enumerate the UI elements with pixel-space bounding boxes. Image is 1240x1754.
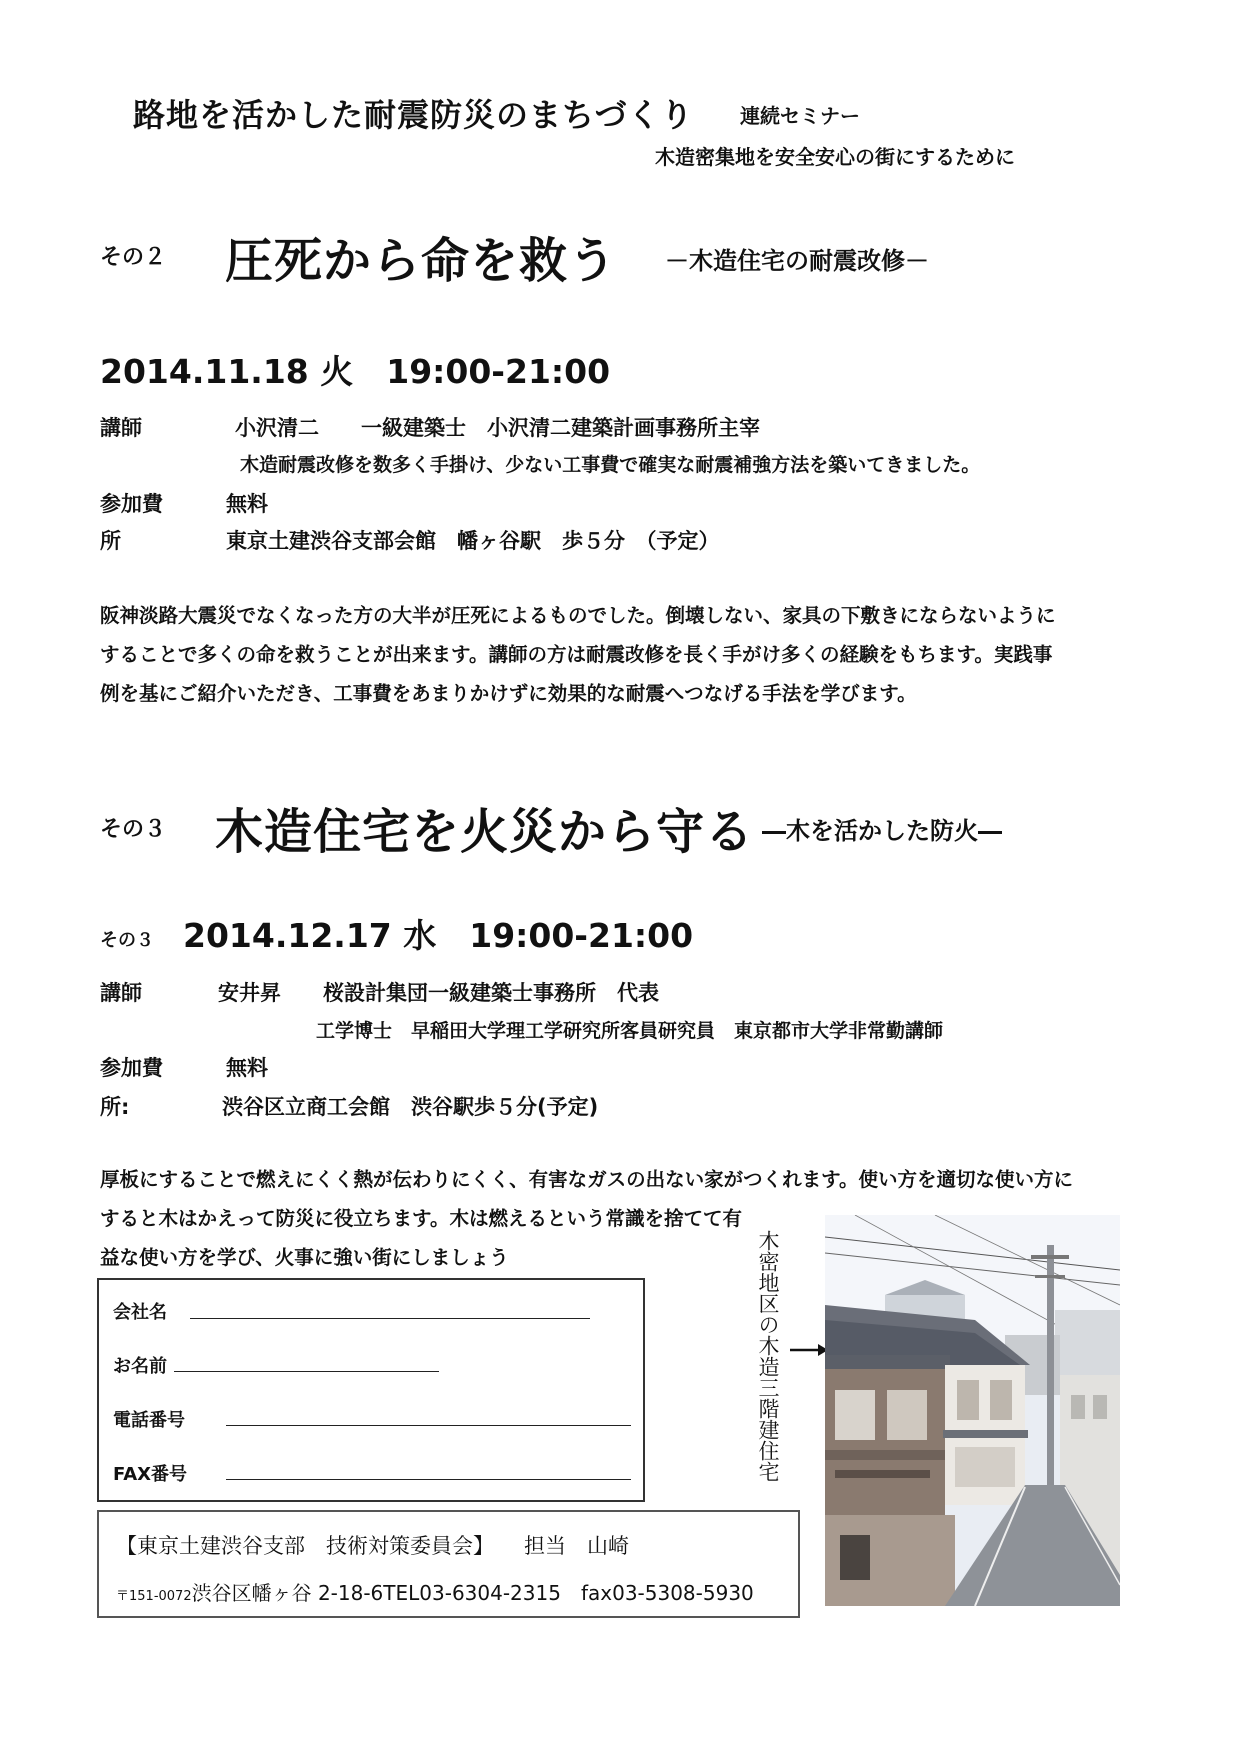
seminar2-title: 圧死から命を救う — [225, 233, 618, 289]
seminar2-lecturer-label: 講師 — [100, 416, 142, 440]
seminar3-number: その３ — [100, 817, 167, 842]
seminar3-subtitle: ―木を活かした防火― — [762, 817, 1002, 845]
contact-person: 担当 山崎 — [524, 1534, 629, 1558]
seminar3-venue: 渋谷区立商工会館 渋谷駅歩５分(予定) — [222, 1095, 599, 1119]
name-field[interactable] — [174, 1371, 439, 1372]
seminar2-lecturer-note: 木造耐震改修を数多く手掛け、少ない工事費で確実な耐震補強方法を築いてきました。 — [240, 454, 981, 476]
seminar2-lecturer: 小沢清二 一級建築士 小沢清二建築計画事務所主宰 — [235, 416, 760, 440]
photo-caption: 木密地区の木造三階建住宅 — [756, 1230, 780, 1482]
page-title: 路地を活かした耐震防災のまちづくり — [133, 96, 694, 134]
contact-org-line — [116, 1530, 629, 1560]
seminar2-fee-label: 参加費 — [100, 492, 163, 516]
seminar2-fee: 無料 — [226, 492, 268, 516]
seminar3-fee-label: 参加費 — [100, 1056, 163, 1080]
seminar3-lecturer-label: 講師 — [100, 981, 142, 1005]
name-label: お名前 — [113, 1356, 167, 1377]
seminar3-date-prefix: その３ — [100, 930, 154, 951]
seminar2-description — [100, 596, 1150, 713]
description-line: 例を基にご紹介いただき、工事費をあまりかけずに効果的な耐震へつなげる手法を学びます。 — [100, 682, 917, 705]
street-photo — [825, 1215, 1120, 1606]
seminar3-datetime: 2014.12.17 水 19:00-21:00 — [183, 916, 694, 955]
seminar2-venue-label: 所 — [100, 529, 121, 553]
seminar2-subtitle: －木造住宅の耐震改修－ — [665, 247, 929, 275]
seminar2-venue: 東京土建渋谷支部会館 幡ヶ谷駅 歩５分 （予定） — [226, 529, 720, 553]
phone-label: 電話番号 — [113, 1410, 185, 1431]
postal-code: 〒151-0072 — [116, 1589, 192, 1604]
contact-org: 【東京土建渋谷支部 技術対策委員会】 — [116, 1534, 494, 1558]
fax-field[interactable] — [226, 1479, 631, 1480]
description-line: 益な使い方を学び、火事に強い街にしましょう — [100, 1246, 509, 1269]
phone-field[interactable] — [226, 1425, 631, 1426]
contact-address-line — [116, 1577, 754, 1606]
seminar3-title: 木造住宅を火災から守る — [215, 804, 755, 860]
seminar3-fee: 無料 — [226, 1056, 268, 1080]
description-line: することで多くの命を救うことが出来ます。講師の方は耐震改修を長く手がけ多くの経験をもちます。実践事 — [100, 643, 1053, 666]
arrow-icon — [790, 1343, 828, 1357]
seminar3-lecturer: 安井昇 桜設計集団一級建築士事務所 代表 — [218, 981, 659, 1005]
seminar3-lecturer-note: 工学博士 早稲田大学理工学研究所客員研究員 東京都市大学非常勤講師 — [316, 1020, 944, 1042]
page-subtitle: 木造密集地を安全安心の街にするために — [655, 145, 1015, 169]
seminar3-venue-label: 所: — [100, 1095, 130, 1119]
company-field[interactable] — [190, 1318, 590, 1319]
company-label: 会社名 — [113, 1302, 167, 1323]
description-line: 阪神淡路大震災でなくなった方の大半が圧死によるものでした。倒壊しない、家具の下敷きにならないように — [100, 604, 1056, 627]
description-line: 厚板にすることで燃えにくく熱が伝わりにくく、有害なガスの出ない家がつくれます。使い方を適切な使い方に — [100, 1168, 1074, 1191]
contact-address: 渋谷区幡ヶ谷 2-18-6TEL03-6304-2315 fax03-5308-5930 — [191, 1581, 754, 1605]
series-label: 連続セミナー — [740, 104, 860, 128]
description-line: すると木はかえって防災に役立ちます。木は燃えるという常識を捨てて有 — [100, 1207, 742, 1230]
seminar2-number: その２ — [100, 245, 167, 270]
seminar2-datetime: 2014.11.18 火 19:00-21:00 — [100, 352, 611, 391]
fax-label: FAX番号 — [113, 1464, 188, 1485]
